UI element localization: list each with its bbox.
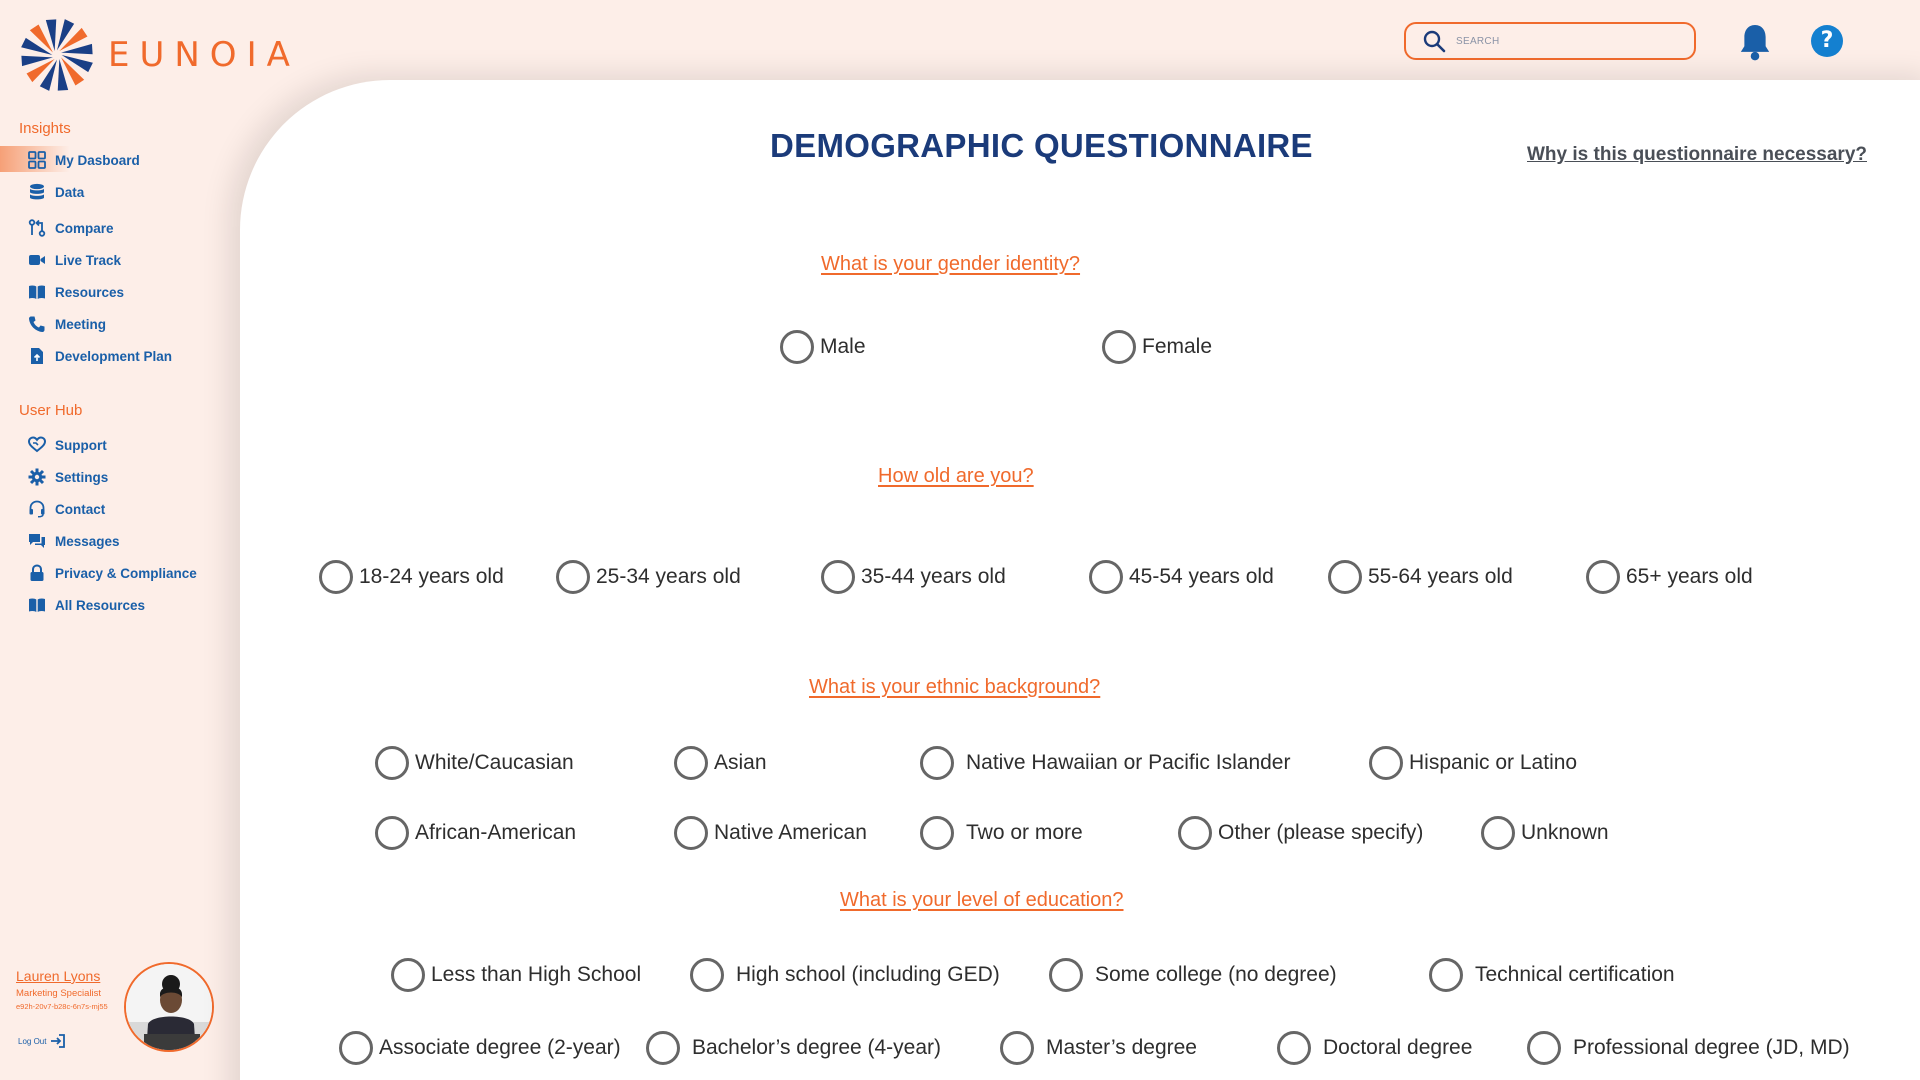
sidebar-item-development-plan[interactable]: [28, 344, 172, 368]
gear-icon: [28, 468, 46, 486]
option-label: 35-44 years old: [861, 565, 1006, 588]
radio-button[interactable]: [1089, 560, 1123, 594]
database-icon: [28, 183, 46, 201]
option-label: 55-64 years old: [1368, 565, 1513, 588]
sidebar-item-label: Meeting: [55, 316, 107, 332]
radio-button[interactable]: [1000, 1031, 1034, 1065]
option-ethnic-other[interactable]: [1178, 816, 1423, 850]
option-label: Female: [1142, 335, 1213, 358]
radio-button[interactable]: [1586, 560, 1620, 594]
option-label: Doctoral degree: [1323, 1036, 1473, 1059]
radio-button[interactable]: [1328, 560, 1362, 594]
sidebar-item-label: Privacy & Compliance: [55, 565, 197, 581]
option-ethnic-asian[interactable]: [674, 746, 767, 780]
option-label: Hispanic or Latino: [1409, 751, 1578, 774]
sidebar-item-resources[interactable]: [28, 280, 124, 304]
option-ethnic-african-american[interactable]: [375, 816, 576, 850]
open-book-icon: [28, 596, 46, 614]
option-label: Two or more: [966, 821, 1083, 844]
option-label: Less than High School: [431, 963, 642, 986]
option-label: Asian: [714, 751, 767, 774]
option-label: High school (including GED): [736, 963, 1000, 986]
option-edu-master[interactable]: [1000, 1031, 1197, 1065]
radio-button[interactable]: [1481, 816, 1515, 850]
option-label: Male: [820, 335, 866, 358]
radio-button[interactable]: [556, 560, 590, 594]
option-edu-bachelor[interactable]: [646, 1031, 941, 1065]
radio-button[interactable]: [1527, 1031, 1561, 1065]
heart-hand-icon: [28, 436, 46, 454]
sidebar-item-label: Resources: [55, 284, 125, 300]
option-label: Technical certification: [1475, 963, 1675, 986]
option-ethnic-hispanic[interactable]: [1369, 746, 1577, 780]
option-label: Native American: [714, 821, 867, 844]
compare-icon: [28, 219, 46, 237]
option-label: Master’s degree: [1046, 1036, 1197, 1059]
radio-button[interactable]: [391, 958, 425, 992]
radio-button[interactable]: [821, 560, 855, 594]
sidebar-item-messages[interactable]: [28, 529, 120, 553]
radio-button[interactable]: [1369, 746, 1403, 780]
sidebar-item-support[interactable]: [28, 433, 107, 457]
option-label: Bachelor’s degree (4-year): [692, 1036, 942, 1059]
user-photo: [126, 964, 214, 1052]
question-age: How old are you?: [878, 465, 1034, 487]
option-age-55-64[interactable]: [1328, 560, 1513, 594]
sidebar-item-label: My Dasboard: [55, 152, 140, 168]
option-age-65-plus[interactable]: [1586, 560, 1753, 594]
radio-button[interactable]: [1277, 1031, 1311, 1065]
sidebar-item-label: Contact: [55, 501, 106, 517]
option-label: African-American: [415, 821, 577, 844]
option-ethnic-two-or-more[interactable]: [920, 816, 1083, 850]
help-button[interactable]: ?: [1811, 25, 1843, 57]
sidebar-item-compare[interactable]: [28, 216, 114, 240]
sidebar-item-label: All Resources: [55, 597, 146, 613]
option-ethnic-native-american[interactable]: [674, 816, 867, 850]
sidebar-item-meeting[interactable]: [28, 312, 106, 336]
option-label: 25-34 years old: [596, 565, 741, 588]
radio-button[interactable]: [920, 816, 954, 850]
sidebar-item-label: Development Plan: [55, 348, 173, 364]
user-id: e92h-20v7-b28c-6n7s-mj55: [16, 1002, 108, 1011]
option-age-25-34[interactable]: [556, 560, 741, 594]
logout-button[interactable]: [18, 1033, 66, 1049]
question-gender: What is your gender identity?: [821, 253, 1081, 275]
radio-button[interactable]: [674, 816, 708, 850]
sidebar-item-contact[interactable]: [28, 497, 105, 521]
chat-icon: [28, 532, 46, 550]
book-icon: [28, 283, 46, 301]
brand-logo[interactable]: [18, 16, 300, 94]
sidebar-item-all-resources[interactable]: [28, 593, 145, 617]
insights-section-label: Insights: [19, 120, 71, 137]
sidebar-item-label: Settings: [55, 469, 109, 485]
lock-icon: [28, 564, 46, 582]
radio-button[interactable]: [375, 746, 409, 780]
radio-button[interactable]: [1429, 958, 1463, 992]
search-bar[interactable]: [1404, 22, 1696, 60]
why-questionnaire-link[interactable]: Why is this questionnaire necessary?: [1527, 144, 1867, 165]
option-label: 45-54 years old: [1129, 565, 1274, 588]
option-label: Unknown: [1521, 821, 1609, 844]
sidebar-item-label: Live Track: [55, 252, 122, 268]
sidebar-item-label: Support: [55, 437, 107, 453]
option-edu-some-college[interactable]: [1049, 958, 1337, 992]
document-upload-icon: [28, 347, 46, 365]
question-ethnic: What is your ethnic background?: [809, 676, 1101, 698]
phone-icon: [28, 315, 46, 333]
page-title: DEMOGRAPHIC QUESTIONNAIRE: [770, 127, 1313, 164]
option-label: Some college (no degree): [1095, 963, 1337, 986]
user-role: Marketing Specialist: [16, 988, 102, 999]
sidebar-item-live-track[interactable]: [28, 248, 121, 272]
option-label: 18-24 years old: [359, 565, 504, 588]
option-edu-less-than-high-school[interactable]: [391, 958, 641, 992]
radio-button[interactable]: [780, 330, 814, 364]
avatar[interactable]: [124, 962, 214, 1052]
logout-icon: [50, 1033, 66, 1049]
option-ethnic-pacific-islander[interactable]: [920, 746, 1290, 780]
sidebar-item-settings[interactable]: [28, 465, 108, 489]
sidebar-item-label: Compare: [55, 220, 114, 236]
option-label: Professional degree (JD, MD): [1573, 1036, 1850, 1059]
option-edu-associate[interactable]: [339, 1031, 621, 1065]
radio-button[interactable]: [375, 816, 409, 850]
radio-button[interactable]: [339, 1031, 373, 1065]
option-label: Native Hawaiian or Pacific Islander: [966, 751, 1291, 774]
search-icon: [1422, 29, 1446, 53]
option-label: White/Caucasian: [415, 751, 574, 774]
headset-icon: [28, 500, 46, 518]
option-edu-technical-certification[interactable]: [1429, 958, 1675, 992]
option-edu-professional[interactable]: [1527, 1031, 1850, 1065]
option-age-35-44[interactable]: [821, 560, 1006, 594]
option-age-45-54[interactable]: [1089, 560, 1274, 594]
question-education: What is your level of education?: [840, 889, 1124, 911]
sidebar-item-privacy[interactable]: [28, 561, 197, 585]
option-age-18-24[interactable]: [319, 560, 504, 594]
radio-button[interactable]: [920, 746, 954, 780]
sidebar-item-label: Data: [55, 184, 85, 200]
logout-label: Log Out: [18, 1036, 47, 1046]
radio-button[interactable]: [1102, 330, 1136, 364]
option-gender-male[interactable]: [780, 330, 866, 364]
option-ethnic-white[interactable]: [375, 746, 574, 780]
sidebar-item-dashboard[interactable]: [28, 148, 140, 172]
eunoia-logo-icon: [18, 16, 96, 94]
option-label: Associate degree (2-year): [379, 1036, 621, 1059]
option-ethnic-unknown[interactable]: [1481, 816, 1609, 850]
user-name[interactable]: Lauren Lyons: [16, 968, 101, 984]
radio-button[interactable]: [646, 1031, 680, 1065]
sidebar-item-data[interactable]: [28, 180, 84, 204]
radio-button[interactable]: [319, 560, 353, 594]
radio-button[interactable]: [690, 958, 724, 992]
radio-button[interactable]: [674, 746, 708, 780]
option-edu-doctoral[interactable]: [1277, 1031, 1472, 1065]
video-camera-icon: [28, 251, 46, 269]
userhub-section-label: User Hub: [19, 402, 83, 419]
radio-button[interactable]: [1049, 958, 1083, 992]
option-label: Other (please specify): [1218, 821, 1424, 844]
option-label: 65+ years old: [1626, 565, 1753, 588]
radio-button[interactable]: [1178, 816, 1212, 850]
notification-bell-icon[interactable]: [1738, 22, 1772, 62]
sidebar-item-label: Messages: [55, 533, 120, 549]
brand-name: EUNOIA: [108, 35, 300, 75]
option-gender-female[interactable]: [1102, 330, 1212, 364]
option-edu-high-school[interactable]: [690, 958, 1000, 992]
search-input[interactable]: [1456, 36, 1676, 47]
dashboard-icon: [28, 151, 46, 169]
